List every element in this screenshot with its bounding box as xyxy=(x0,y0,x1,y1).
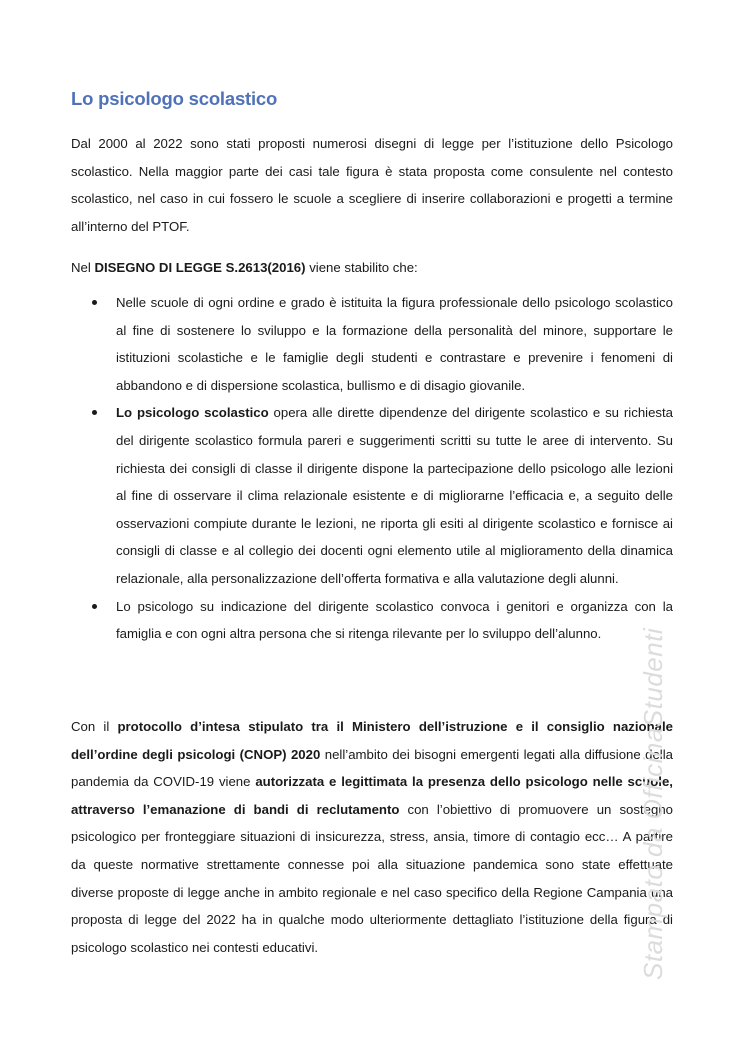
law-intro-paragraph xyxy=(71,254,673,282)
list-item-text: opera alle dirette dipendenze del dirigente scolastico e su richiesta del dirigente scolastico formula pareri e suggerimenti scritti su tutte le aree di intervento. Su richiesta dei consigli di classe il dirigente dispone la partecipazione dello psicologo alle lezioni al fine di osservare il clima relazionale esistente e di migliorarne l’efficacia e, a seguito delle osservazioni compiute durante le lezioni, ne riporta gli esiti al dirigente scolastico e fornisce ai consigli di classe e al collegio dei docenti ogni elemento utile al miglioramento della dinamica relazionale, alla personalizzazione dell’offerta formativa e alla valutazione degli alunni. xyxy=(116,405,674,586)
protocol-text: con l’obiettivo di promuovere un sostegno psicologico per fronteggiare situazioni di insicurezza, stress, ansia, timore di contagio ecc… A partire da queste normative strettamente connesse poi alla situazione pandemica sono state effettuate diverse proposte di legge anche in ambito regionale e nel caso specifico della Regione Campania una proposta di legge del 2022 ha in qualche modo ulteriormente dettagliato l’istituzione della figura di psicologo scolastico nei contesti educativi. xyxy=(71,801,673,955)
list-item-bold: Lo psicologo scolastico xyxy=(116,405,269,421)
law-intro-suffix: viene stabilito che: xyxy=(305,260,418,275)
bullet-icon xyxy=(92,410,97,415)
protocol-paragraph xyxy=(71,713,673,961)
protocol-bold-statement: autorizzata e legittimata la presenza dello psicologo nelle scuole, attraverso l’emanazione di bandi di reclutamento xyxy=(71,774,673,817)
list-item-text: Lo psicologo su indicazione del dirigente scolastico convoca i genitori e organizza con la famiglia e con ogni altra persona che si ritenga rilevante per lo sviluppo dell’alunno. xyxy=(116,598,673,642)
bullet-icon xyxy=(92,300,97,305)
list-item xyxy=(71,399,673,592)
protocol-text: nell’ambito dei bisogni emergenti legati alla diffusione della pandemia da COVID-19 viene xyxy=(71,746,674,790)
law-intro-prefix: Nel xyxy=(71,260,95,275)
watermark: Stampato da OfficinaStudenti xyxy=(638,627,668,980)
intro-paragraph: Dal 2000 al 2022 sono stati proposti numerosi disegni di legge per l’istituzione dello Psicologo scolastico. Nella maggior parte dei casi tale figura è stata proposta come consulente nel contesto scolastico, nel caso in cui fossero le scuole a scegliere di inserire collaborazioni e progetti a termine all’interno del PTOF. xyxy=(71,136,673,234)
page-title: Lo psicologo scolastico xyxy=(71,88,278,109)
list-item-text: Nelle scuole di ogni ordine e grado è istituita la figura professionale dello psicologo scolastico al fine di sostenere lo sviluppo e la formazione della personalità del minore, supportare le istituzioni scolastiche e le famiglie degli studenti e contrastare e prevenire i fenomeni di abbandono e di dispersione scolastica, bullismo e di disagio giovanile. xyxy=(116,295,673,393)
list-item xyxy=(71,593,673,648)
law-reference: DISEGNO DI LEGGE S.2613(2016) xyxy=(94,260,306,275)
bullet-list xyxy=(71,289,673,648)
protocol-text: Con il xyxy=(71,719,118,734)
list-item xyxy=(71,289,673,399)
protocol-bold-reference: protocollo d’intesa stipulato tra il Ministero dell’istruzione e il consiglio nazionale dell’ordine degli psicologi (CNOP) 2020 xyxy=(71,719,673,762)
bullet-icon xyxy=(92,604,97,609)
